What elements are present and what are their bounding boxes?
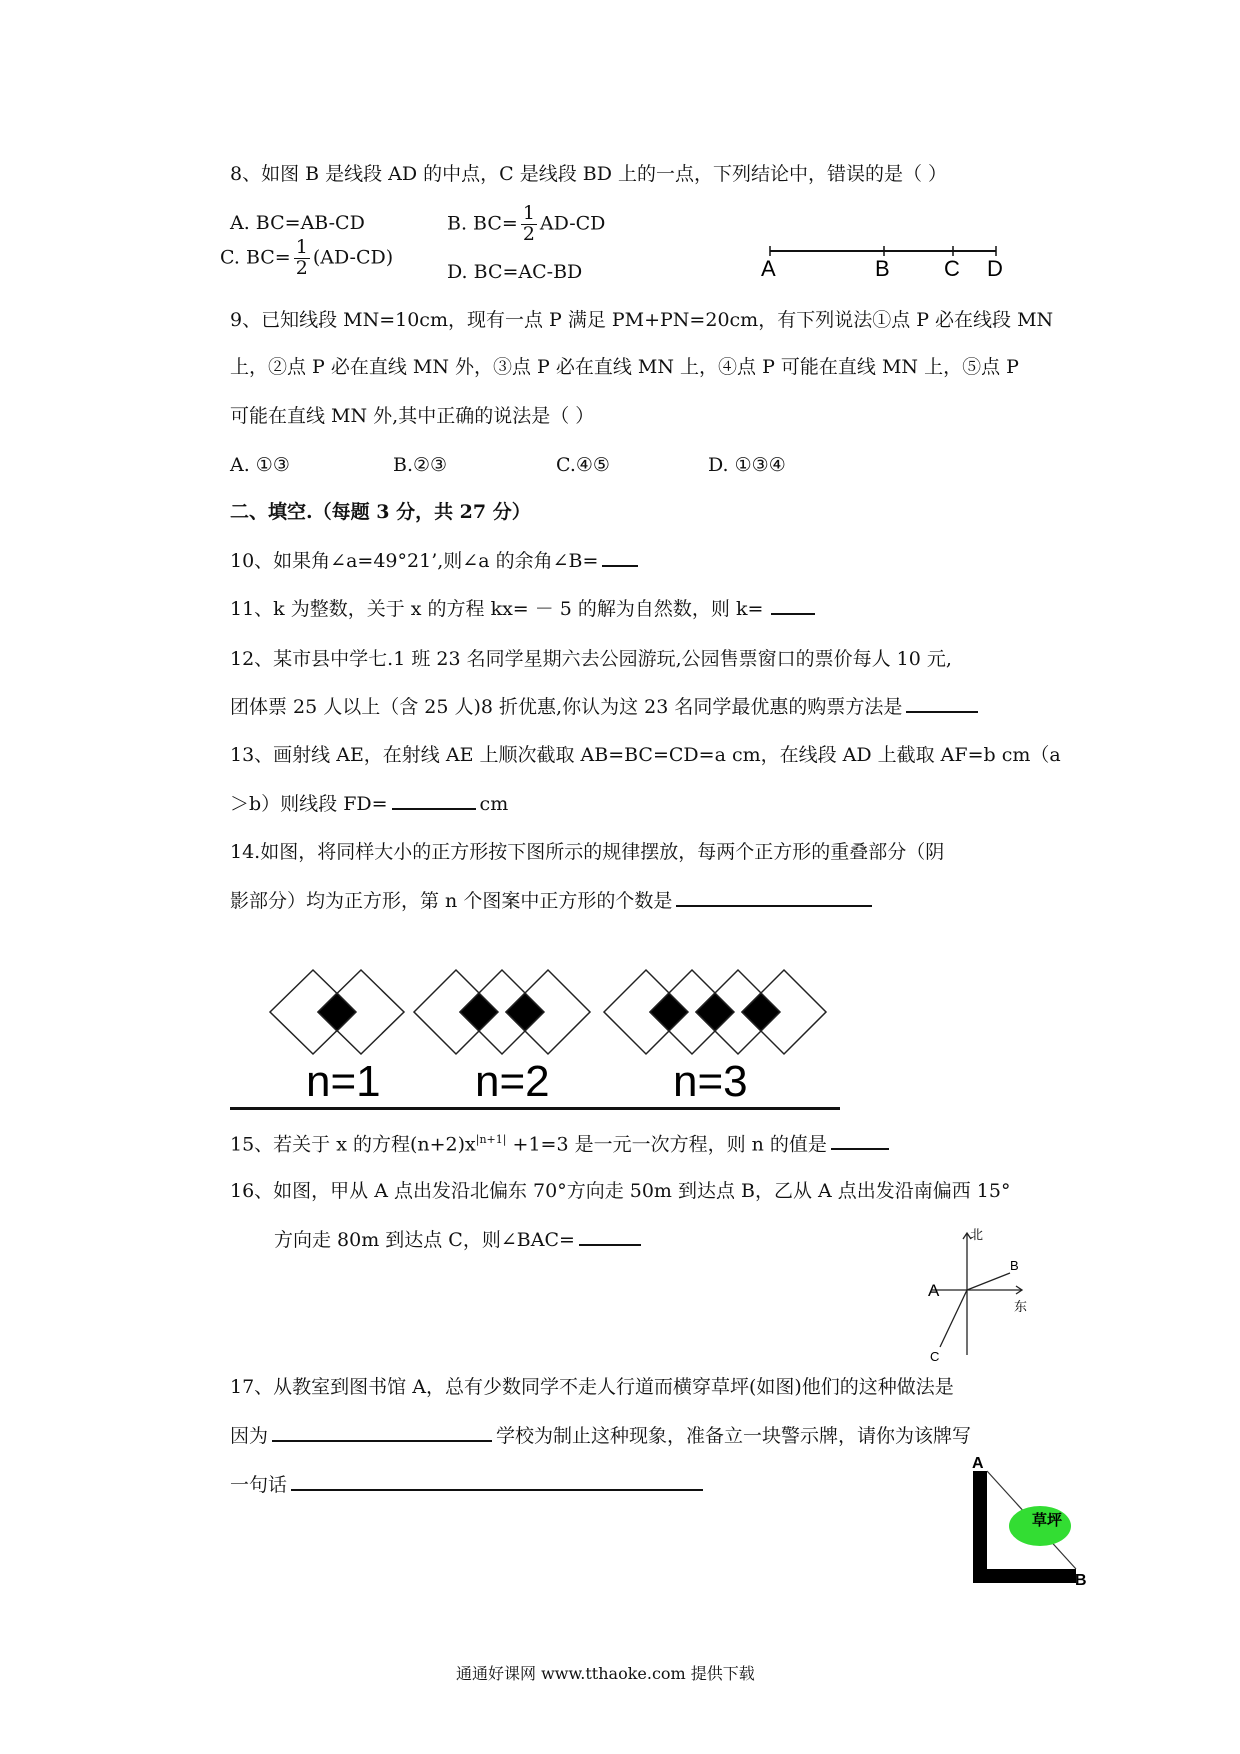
q8-option-b-fraction [521, 204, 537, 245]
q10-text: 10、如果角∠a=49°21’,则∠a 的余角∠B= [230, 550, 599, 572]
q14-line-1: 14.如图，将同样大小的正方形按下图所示的规律摆放，每两个正方形的重叠部分（阴 [230, 841, 945, 863]
q16-label-north: 北 [970, 1228, 984, 1243]
q13-line-2 [230, 795, 508, 814]
section-2-heading: 二、填空.（每题 3 分，共 27 分） [230, 501, 531, 523]
q9-option-c: C.④⑤ [556, 454, 610, 476]
q15-prefix: 15、若关于 x 的方程(n+2)x [230, 1133, 476, 1156]
q14-label-n1: n=1 [306, 1057, 381, 1106]
q16-line-2 [274, 1231, 641, 1250]
q14-label-n2: n=2 [475, 1057, 550, 1106]
q13-line-1: 13、画射线 AE，在射线 AE 上顺次截取 AB=BC=CD=a cm，在线段 AD 上截取 AF=b cm（a [230, 744, 1061, 766]
q8-option-b-numerator: 1 [522, 202, 535, 224]
q9-line-2: 上，②点 P 必在直线 MN 外，③点 P 必在直线 MN 上，④点 P 可能在直线 MN 上，⑤点 P [230, 356, 1019, 378]
q14-answer-blank[interactable] [676, 904, 872, 907]
q15-exponent: |n+1| [475, 1133, 507, 1146]
q8-segment-figure [760, 245, 1010, 285]
q13-line-2-prefix: ＞b）则线段 FD= [230, 793, 388, 815]
q8-option-b-prefix: B. BC= [447, 212, 518, 235]
q9-line-1: 9、已知线段 MN=10cm，现有一点 P 满足 PM+PN=20cm，有下列说法①点 P 必在线段 MN [230, 309, 1054, 331]
q8-option-b [447, 204, 605, 245]
q16-line-2-text: 方向走 80m 到达点 C，则∠BAC= [274, 1229, 575, 1251]
q10 [230, 552, 638, 571]
q8-option-c [220, 238, 393, 279]
q17-line-3 [230, 1476, 703, 1495]
q15-suffix: +1=3 是一元一次方程，则 n 的值是 [506, 1133, 827, 1156]
q17-sign-blank[interactable] [291, 1488, 703, 1491]
q14-label-n3: n=3 [673, 1057, 748, 1106]
q11-text: 11、k 为整数，关于 x 的方程 kx= － 5 的解为自然数，则 k= [230, 598, 764, 620]
q11-answer-blank[interactable] [771, 612, 815, 615]
q8-option-c-prefix: C. BC= [220, 246, 291, 269]
q14-divider-line [230, 1107, 840, 1110]
q14-line-2 [230, 892, 872, 911]
page-footer: 通通好课网 www.tthaoke.com 提供下载 [456, 1664, 755, 1683]
q9-line-3: 可能在直线 MN 外,其中正确的说法是（ ） [230, 405, 595, 427]
q8-option-c-denominator: 2 [295, 256, 308, 279]
q17-lawn-label: 草坪 [1032, 1511, 1063, 1529]
q17-line-3-text: 一句话 [230, 1474, 288, 1496]
q14-line-2-text: 影部分）均为正方形，第 n 个图案中正方形的个数是 [230, 890, 673, 912]
q16-answer-blank[interactable] [579, 1243, 641, 1246]
q13-line-2-suffix: cm [479, 793, 509, 815]
q12-answer-blank[interactable] [906, 710, 978, 713]
q16-direction-figure [910, 1225, 1050, 1365]
q8-option-d: D. BC=AC-BD [447, 261, 583, 283]
q10-answer-blank[interactable] [602, 564, 638, 567]
q12-line-2 [230, 698, 978, 717]
q8-option-b-suffix: AD-CD [539, 212, 606, 235]
q8-label-c: C [944, 256, 960, 281]
q13-answer-blank[interactable] [392, 807, 476, 810]
q8-option-a: A. BC=AB-CD [230, 212, 365, 234]
q16-line-1: 16、如图，甲从 A 点出发沿北偏东 70°方向走 50m 到达点 B，乙从 A 点出发沿南偏西 15° [230, 1180, 1011, 1202]
q17-lawn-figure [960, 1455, 1090, 1595]
q15-answer-blank[interactable] [831, 1147, 889, 1150]
q15 [230, 1134, 889, 1154]
q9-option-b: B.②③ [393, 454, 448, 476]
q8-label-a: A [761, 256, 776, 281]
q14-square-pattern-figure [270, 955, 830, 1115]
q8-label-d: D [987, 256, 1003, 281]
q8-option-c-fraction [294, 238, 310, 279]
q17-reason-blank[interactable] [272, 1439, 492, 1442]
q17-line-2-prefix: 因为 [230, 1425, 269, 1447]
q11 [230, 600, 815, 619]
q16-label-b: B [1010, 1258, 1019, 1273]
q17-path-horizontal [973, 1569, 1076, 1583]
q17-label-b: B [1075, 1572, 1087, 1589]
q8-option-c-numerator: 1 [295, 236, 308, 258]
q17-line-1: 17、从教室到图书馆 A，总有少数同学不走人行道而横穿草坪(如图)他们的这种做法是 [230, 1376, 954, 1398]
q8-label-b: B [875, 256, 890, 281]
q12-line-1: 12、某市县中学七.1 班 23 名同学星期六去公园游玩,公园售票窗口的票价每人 10 元, [230, 648, 952, 670]
q16-label-a: A [928, 1281, 940, 1300]
q8-stem: 8、如图 B 是线段 AD 的中点，C 是线段 BD 上的一点，下列结论中，错误的是（ ） [230, 163, 948, 185]
q16-label-east: 东 [1014, 1300, 1028, 1315]
q17-label-a: A [972, 1455, 984, 1472]
q8-option-b-denominator: 2 [522, 222, 535, 245]
q12-line-2-text: 团体票 25 人以上（含 25 人)8 折优惠,你认为这 23 名同学最优惠的购票方法是 [230, 696, 903, 718]
q17-line-2-suffix: 学校为制止这种现象，准备立一块警示牌，请你为该牌写 [496, 1425, 972, 1447]
q17-path-vertical [973, 1471, 987, 1583]
q8-option-c-suffix: (AD-CD) [312, 246, 394, 269]
q9-option-d: D. ①③④ [708, 454, 786, 476]
q17-line-2 [230, 1427, 971, 1446]
q9-option-a: A. ①③ [230, 454, 290, 476]
q16-label-c: C [930, 1349, 940, 1364]
